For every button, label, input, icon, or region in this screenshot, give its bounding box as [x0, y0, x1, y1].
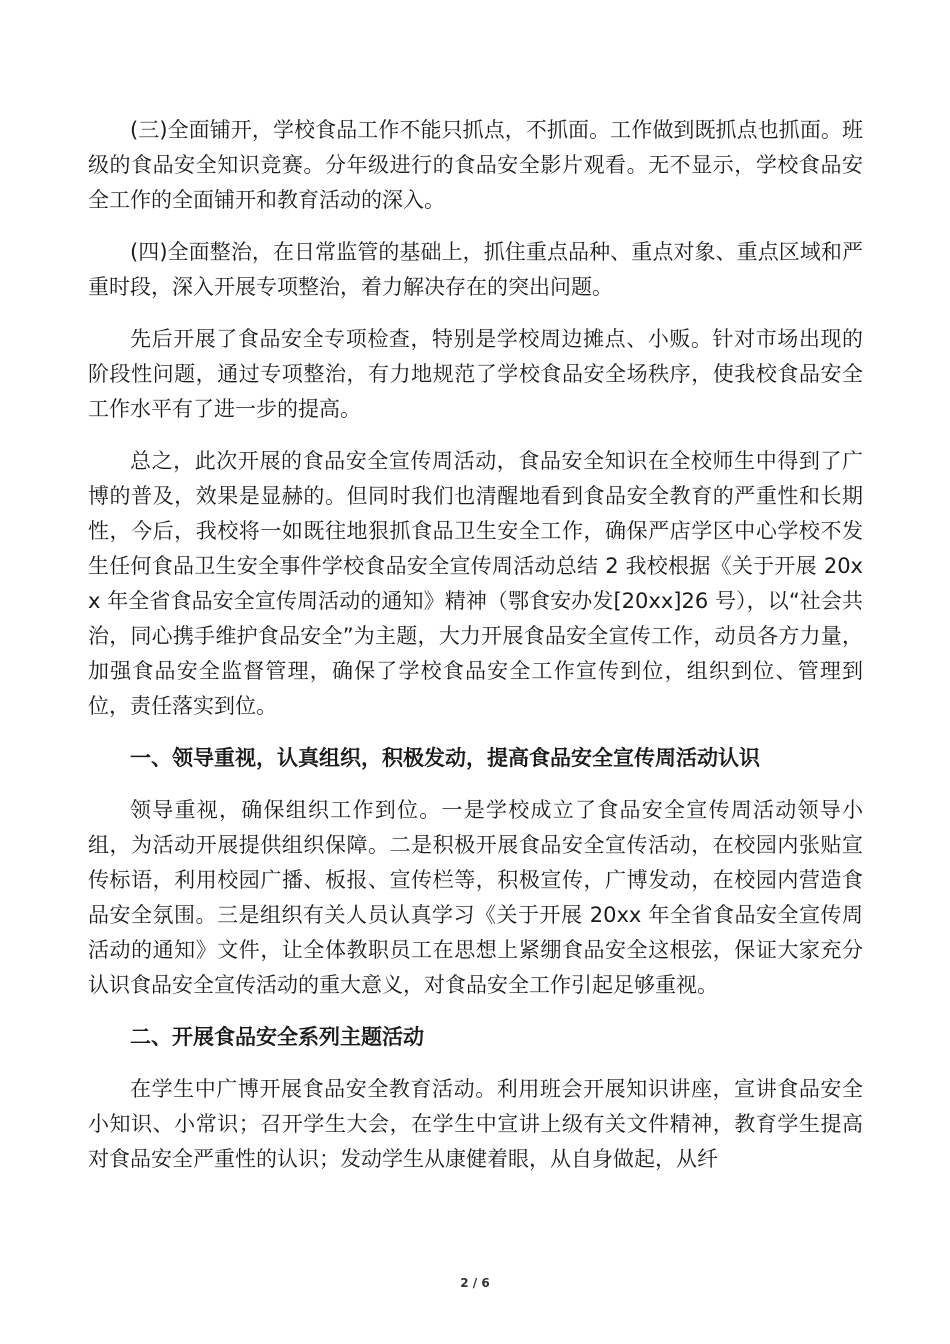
paragraph-student-education: 在学生中广博开展食品安全教育活动。利用班会开展知识讲座，宣讲食品安全小知识、小常识；召开学生大会，在学生中宣讲上级有关文件精神，教育学生提高对食品安全严重性的认识；发动学生从康健着眼，从自身做起，从纤	[88, 1077, 863, 1171]
paragraph-special-inspection: 先后开展了食品安全专项检查，特别是学校周边摊点、小贩。针对市场出现的阶段性问题，通过专项整治，有力地规范了学校食品安全场秩序，使我校食品安全工作水平有了进一步的提高。	[88, 327, 863, 421]
section-heading-activities: 二、开展食品安全系列主题活动	[130, 1025, 424, 1049]
paragraph-leadership: 领导重视，确保组织工作到位。一是学校成立了食品安全宣传周活动领导小组，为活动开展提供组织保障。二是积极开展食品安全宣传活动，在校园内张贴宣传标语，利用校园广播、板报、宣传栏等，积极宣传，广博发动，在校园内营造食品安全氛围。三是组织有关人员认真学习《关于开展 20xx 年全省食品安全宣传周活动的通知》文件，让全体教职员工在思想上紧绷食品安全这根弦，保证大家充分认识食品安全宣传活动的重大意义，对食品安全工作引起足够重视。	[88, 798, 863, 997]
document-body	[88, 113, 863, 1194]
paragraph-comprehensive-rectification: (四)全面整治，在日常监管的基础上，抓住重点品种、重点对象、重点区域和严重时段，深入开展专项整治，着力解决存在的突出问题。	[88, 240, 863, 299]
paragraph-comprehensive-rollout: (三)全面铺开，学校食品工作不能只抓点，不抓面。工作做到既抓点也抓面。班级的食品安全知识竞赛。分年级进行的食品安全影片观看。无不显示，学校食品安全工作的全面铺开和教育活动的深入。	[88, 118, 863, 212]
section-heading-leadership: 一、领导重视，认真组织，积极发动，提高食品安全宣传周活动认识	[130, 746, 760, 770]
page-number: 2 / 6	[460, 1276, 490, 1290]
paragraph-summary: 总之，此次开展的食品安全宣传周活动，食品安全知识在全校师生中得到了广博的普及，效果是显赫的。但同时我们也清醒地看到食品安全教育的严重性和长期性，今后，我校将一如既往地狠抓食品卫生安全工作，确保严店学区中心学校不发生任何食品卫生安全事件学校食品安全宣传周活动总结 2 我校根据《关于开展 20xx 年全省食品安全宣传周活动的通知》精神（鄂食安办发[20xx]26 号），以“社会共治，同心携手维护食品安全”为主题，大力开展食品安全宣传工作，动员各方力量，加强食品安全监督管理，确保了学校食品安全工作宣传到位，组织到位、管理到位，责任落实到位。	[88, 449, 863, 718]
